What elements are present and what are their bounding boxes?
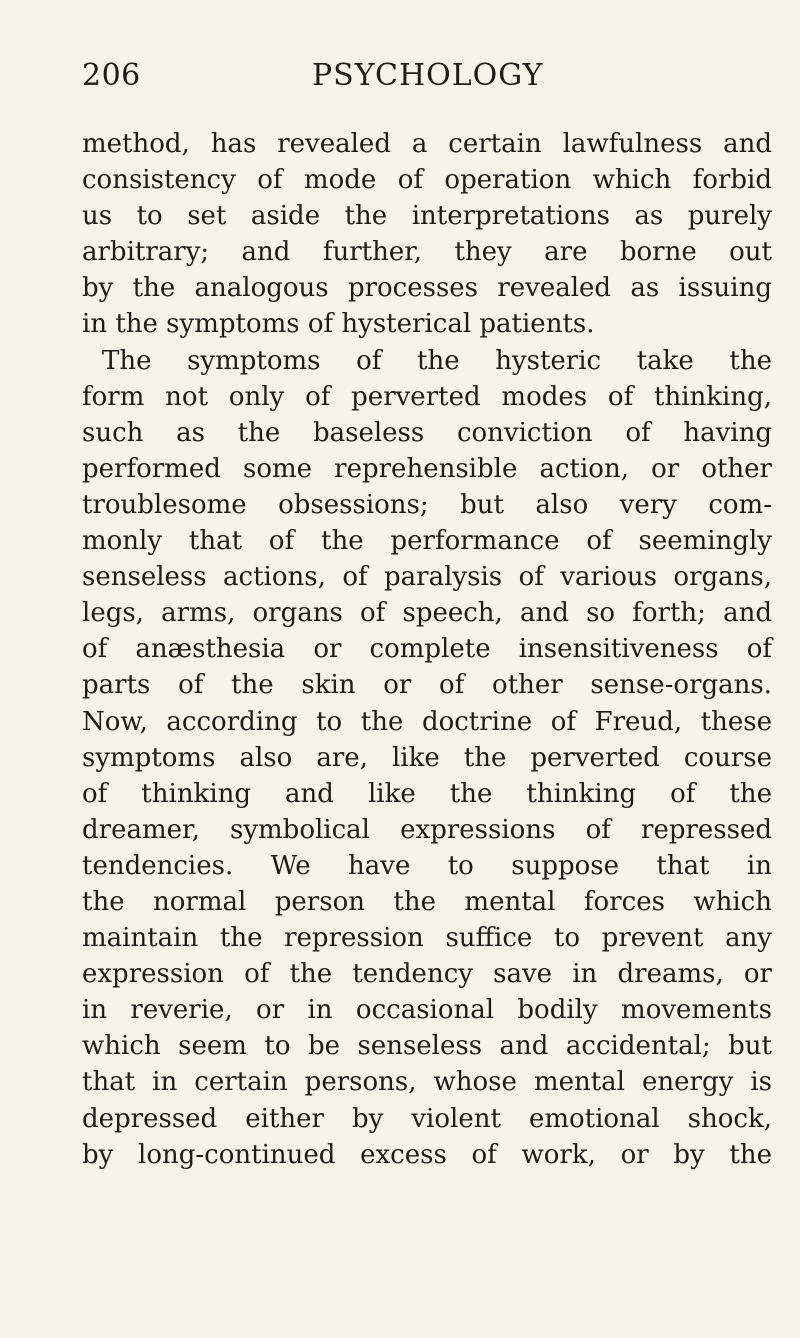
text-line: by the analogous processes revealed as issuing: [82, 273, 772, 304]
text-line: the normal person the mental forces which: [82, 886, 772, 917]
text-line: form not only of perverted modes of thinking,: [82, 381, 772, 412]
text-line: us to set aside the interpretations as purely: [82, 201, 772, 232]
text-line: dreamer, symbolical expressions of repressed: [82, 814, 772, 845]
text-line: Now, according to the doctrine of Freud, these: [82, 706, 772, 737]
text-line: which seem to be senseless and accidental; but: [82, 1031, 772, 1062]
text-line: of thinking and like the thinking of the: [82, 778, 772, 809]
text-line: senseless actions, of paralysis of various organs,: [82, 562, 772, 593]
text-line: maintain the repression suffice to prevent any: [82, 923, 772, 954]
text-line: that in certain persons, whose mental energy is: [82, 1067, 772, 1098]
running-head: PSYCHOLOGY: [312, 58, 544, 93]
text-line: symptoms also are, like the perverted course: [82, 742, 772, 773]
text-line: troublesome obsessions; but also very com-: [82, 489, 772, 520]
text-line: expression of the tendency save in dreams, or: [82, 959, 772, 990]
text-line: in the symptoms of hysterical patients.: [82, 309, 595, 340]
text-line: of anæsthesia or complete insensitiveness of: [82, 634, 772, 665]
page-header: [82, 58, 772, 110]
text-line: The symptoms of the hysteric take the: [102, 345, 772, 376]
text-line: tendencies. We have to suppose that in: [82, 850, 772, 881]
text-line: parts of the skin or of other sense-organs.: [82, 670, 772, 701]
text-line: such as the baseless conviction of having: [82, 417, 772, 448]
text-line: in reverie, or in occasional bodily movements: [82, 995, 772, 1026]
text-line: performed some reprehensible action, or other: [82, 453, 772, 484]
text-line: consistency of mode of operation which forbid: [82, 165, 772, 196]
text-line: method, has revealed a certain lawfulness and: [82, 129, 772, 159]
text-line: depressed either by violent emotional shock,: [82, 1103, 772, 1134]
page-number: 206: [82, 58, 141, 93]
text-line: by long-continued excess of work, or by the: [82, 1139, 772, 1170]
text-line: arbitrary; and further, they are borne out: [82, 237, 772, 268]
text-line: legs, arms, organs of speech, and so forth; and: [82, 598, 772, 629]
text-line: monly that of the performance of seemingly: [82, 526, 772, 557]
body-text: [82, 126, 772, 1173]
